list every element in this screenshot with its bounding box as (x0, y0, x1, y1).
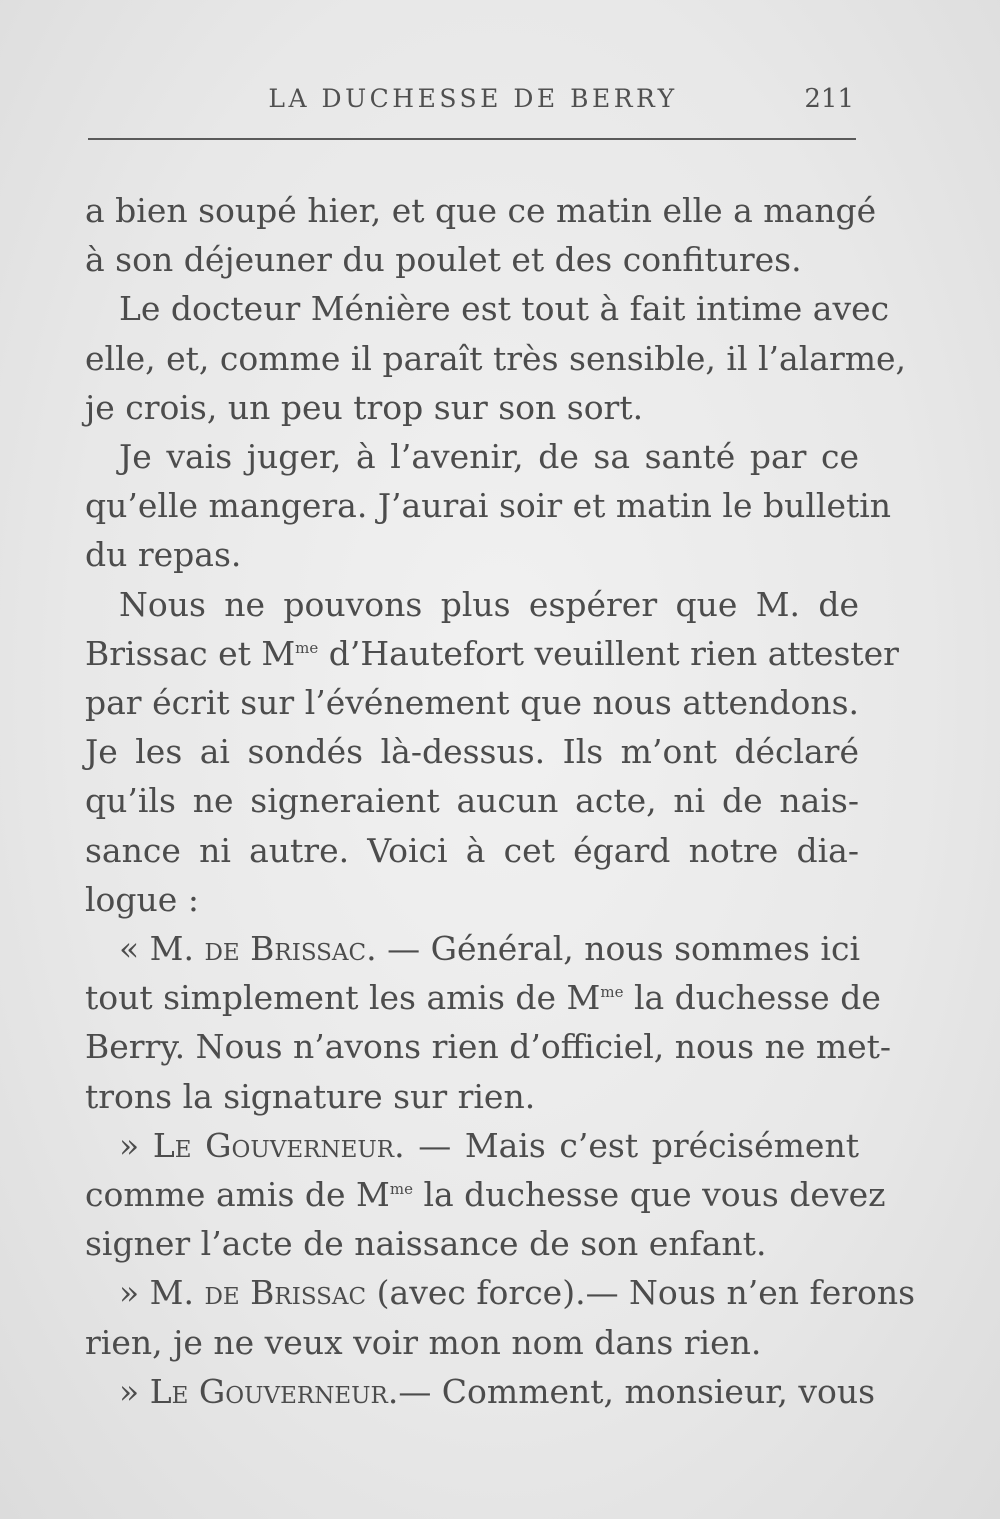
header-rule (88, 138, 856, 140)
text-line (85, 1121, 859, 1170)
text-segment: « M. (119, 929, 205, 969)
text-segment: la duchesse de (623, 978, 881, 1018)
text-line: elle, et, comme il paraît très sensible, il l’alarme, (85, 338, 907, 378)
text-segment: (avec force).— Nous n’en ferons (366, 1273, 916, 1313)
speaker-name: de Brissac (204, 1273, 367, 1313)
text-segment: d’Hautefort veuillent rien attester (318, 633, 899, 673)
speaker-name: de Brissac (204, 929, 367, 969)
text-line: a bien soupé hier, et que ce matin elle a mangé (85, 191, 877, 230)
text-segment: la duchesse que vous devez (412, 1175, 886, 1215)
text-line: du repas. (85, 535, 242, 575)
text-line: à son déjeuner du poulet et des confitures. (85, 240, 802, 280)
text-line: Berry. Nous n’avons rien d’officiel, nous ne met- (85, 1027, 892, 1067)
text-segment: .— Comment, monsieur, vous (387, 1371, 876, 1411)
text-line (85, 973, 881, 1022)
text-segment: Brissac et M (85, 633, 296, 673)
text-line (85, 924, 859, 973)
text-line: Le docteur Ménière est tout à fait intime avec (119, 289, 890, 329)
text-segment: » (119, 1371, 150, 1411)
text-line: trons la signature sur rien. (85, 1076, 536, 1116)
text-line: logue : (85, 879, 199, 919)
text-line: sance ni autre. Voici à cet égard notre dia- (85, 830, 859, 870)
text-segment: . — Général, nous sommes ici (366, 929, 861, 969)
text-segment: . — Mais c’est précisément (394, 1125, 859, 1165)
superscript: me (389, 1180, 413, 1199)
page-number: 211 (804, 84, 854, 114)
text-segment: tout simplement les amis de M (85, 978, 601, 1018)
text-line: qu’elle mangera. J’aurai soir et matin le bulletin (85, 486, 892, 526)
running-head (88, 84, 858, 124)
superscript: me (295, 638, 319, 657)
text-line: par écrit sur l’événement que nous attendons. (85, 683, 859, 723)
text-line: Nous ne pouvons plus espérer que M. de (119, 584, 859, 624)
speaker-name: Le Gouverneur (149, 1371, 388, 1411)
text-line (85, 1170, 886, 1219)
text-line: Je les ai sondés là-dessus. Ils m’ont déclaré (85, 732, 859, 772)
text-segment: comme amis de M (85, 1175, 390, 1215)
text-segment: » (119, 1125, 153, 1165)
text-line: rien, je ne veux voir mon nom dans rien. (85, 1322, 762, 1362)
text-segment: » M. (119, 1273, 205, 1313)
text-line (85, 629, 899, 678)
text-body (85, 186, 916, 1416)
superscript: me (600, 983, 624, 1002)
text-line: je crois, un peu trop sur son sort. (85, 387, 644, 427)
text-line (85, 1367, 876, 1416)
speaker-name: Le Gouverneur (152, 1125, 395, 1165)
running-title: LA DUCHESSE DE BERRY (268, 84, 678, 113)
text-line: Je vais juger, à l’avenir, de sa santé par ce (119, 437, 859, 477)
text-line: signer l’acte de naissance de son enfant. (85, 1224, 767, 1264)
text-line: qu’ils ne signeraient aucun acte, ni de nais- (85, 781, 859, 821)
text-line (85, 1268, 916, 1317)
